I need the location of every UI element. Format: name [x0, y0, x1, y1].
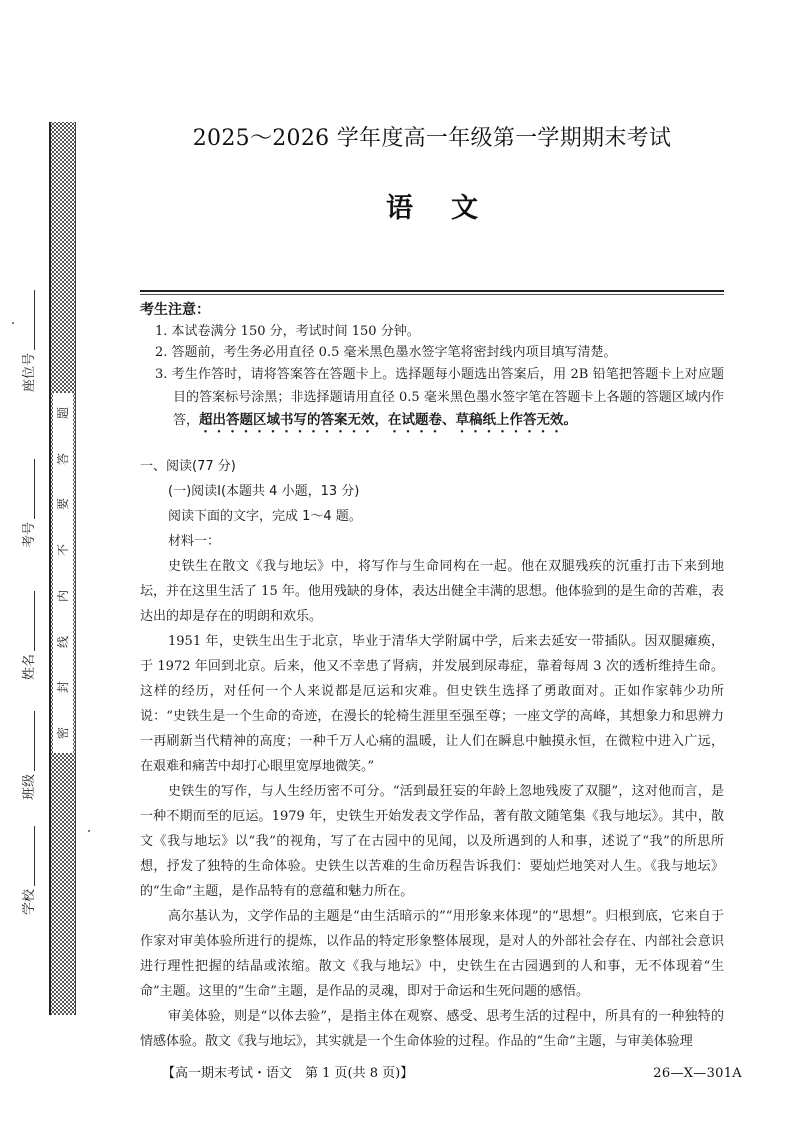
name-label: 姓名 — [22, 653, 37, 680]
seal-char: 要 — [55, 498, 70, 511]
seal-char: 封 — [55, 681, 70, 694]
exam-page — [140, 0, 742, 1114]
scan-speck — [12, 322, 14, 324]
passage-paragraph: 高尔基认为，文学作品的主题是“由生活暗示的”“用形象来体现”的“思想”。归根到底，它来自于作家对审美体验所进行的提炼，以作品的特定形象整体展现，是对人的外部社会存在、内部社会意识进行理性把握的结晶或浓缩。散文《我与地坛》中，史铁生在古园遇到的人和事，无不体现着“生命”主题。这里的“生命”主题，是作品的灵魂，即对于命运和生死问题的感悟。 — [140, 909, 724, 999]
subsection-heading: (一)阅读Ⅰ(本题共 4 小题，13 分) — [168, 484, 360, 499]
footer-page-info: 【高一期末考试・语文 第 1 页(共 8 页)】 — [162, 1066, 414, 1081]
seal-char: 题 — [55, 406, 70, 420]
scan-speck — [88, 830, 90, 832]
exam-number-field[interactable] — [22, 459, 38, 548]
page-footer — [140, 1064, 742, 1084]
notice-heading: 考生注意： — [140, 302, 210, 318]
seat-number-label: 座位号 — [22, 352, 37, 392]
notice-emphasis: 超出答题区域书写的答案无效，在试题卷、草稿纸上作答无效。 — [199, 412, 578, 428]
notice-item-text: 3. 考生作答时，请将答案答在答题卡上。选择题每小题选出答案后，用 2B 铅笔把答题卡上对应题目的答案标号涂黑；非选择题请用直径 0.5 毫米黑色墨水签字笔在答题卡上各题的答题区域内作答， — [155, 367, 724, 428]
exam-number-label: 考号 — [22, 521, 37, 548]
reading-section — [140, 454, 724, 1054]
class-underline — [33, 711, 35, 771]
seal-char: 密 — [55, 726, 70, 739]
seat-number-underline — [33, 290, 35, 350]
header-divider — [140, 290, 724, 295]
passage-paragraph: 史铁生在散文《我与地坛》中，将写作与生命同构在一起。他在双腿残疾的沉重打击下来到地坛，并在这里生活了 15 年。他用残缺的身体，表达出健全丰满的思想。他体验到的是生命的苦难，表达出的却是存在的明朗和欢乐。 — [140, 559, 724, 624]
seal-char: 答 — [55, 452, 70, 465]
notice-item: 1. 本试卷满分 150 分，考试时间 150 分钟。 — [155, 324, 420, 339]
exam-notice — [140, 299, 724, 436]
material-label: 材料一： — [168, 534, 221, 549]
school-label: 学校 — [22, 888, 37, 915]
seal-char: 内 — [55, 589, 70, 602]
passage-paragraph: 1951 年，史铁生出生于北京，毕业于清华大学附属中学，后来去延安一带插队。因双腿瘫痪，于 1972 年回到北京。后来，他又不幸患了肾病，并发展到尿毒症，靠着每周 3 次的透析维持生命。这样的经历，对任何一个人来说都是厄运和灾难。但史铁生选择了勇敢面对。正如作家韩少功所说：“史铁生是一个生命的奇迹，在漫长的轮椅生涯里至强至尊；一座文学的高峰，其想象力和思辨力一再刷新当代精神的高度；一种千万人心痛的温暖，让人们在瞬息中触摸永恒，在微粒中进入广远，在艰难和痛苦中却打心眼里宽厚地微笑。” — [140, 634, 724, 774]
notice-item: 2. 答题前，考生务必用直径 0.5 毫米黑色墨水签字笔将密封线内项目填写清楚。 — [155, 345, 617, 360]
class-label: 班级 — [22, 773, 37, 800]
name-field[interactable] — [22, 591, 38, 680]
class-field[interactable] — [22, 711, 38, 800]
footer-exam-code: 26—X—301A — [653, 1066, 742, 1081]
name-underline — [33, 591, 35, 651]
seal-char: 不 — [55, 544, 70, 557]
passage-paragraph: 审美体验，则是“以体去验”，是指主体在观察、感受、思考生活的过程中，所具有的一种独特的情感体验。散文《我与地坛》，其实就是一个生命体验的过程。作品的“生命”主题，与审美体验理 — [140, 1009, 724, 1049]
instruction: 阅读下面的文字，完成 1～4 题。 — [168, 509, 362, 524]
seal-char: 线 — [55, 635, 70, 648]
section-heading: 一、阅读(77 分) — [140, 459, 236, 474]
notice-item — [140, 363, 724, 436]
seal-line-notice — [53, 393, 73, 753]
subject-title: 语文 — [386, 193, 516, 224]
seat-number-field[interactable] — [22, 290, 38, 392]
school-field[interactable] — [22, 826, 38, 915]
exam-number-underline — [33, 459, 35, 519]
exam-title: 2025～2026 学年度高一年级第一学期期末考试 — [192, 126, 672, 151]
passage-paragraph: 史铁生的写作，与人生经历密不可分。“活到最狂妄的年龄上忽地残废了双腿”，这对他而言，是一种不期而至的厄运。1979 年，史铁生开始发表文学作品，著有散文随笔集《我与地坛》。其中，散文《我与地坛》以“我”的视角，写了在古园中的见闻，以及所遇到的人和事，述说了“我”的所思所想，抒发了独特的生命体验。史铁生以苦难的生命历程告诉我们：要灿烂地笑对人生。《我与地坛》的“生命”主题，是作品特有的意蕴和魅力所在。 — [140, 784, 724, 899]
school-underline — [33, 826, 35, 886]
